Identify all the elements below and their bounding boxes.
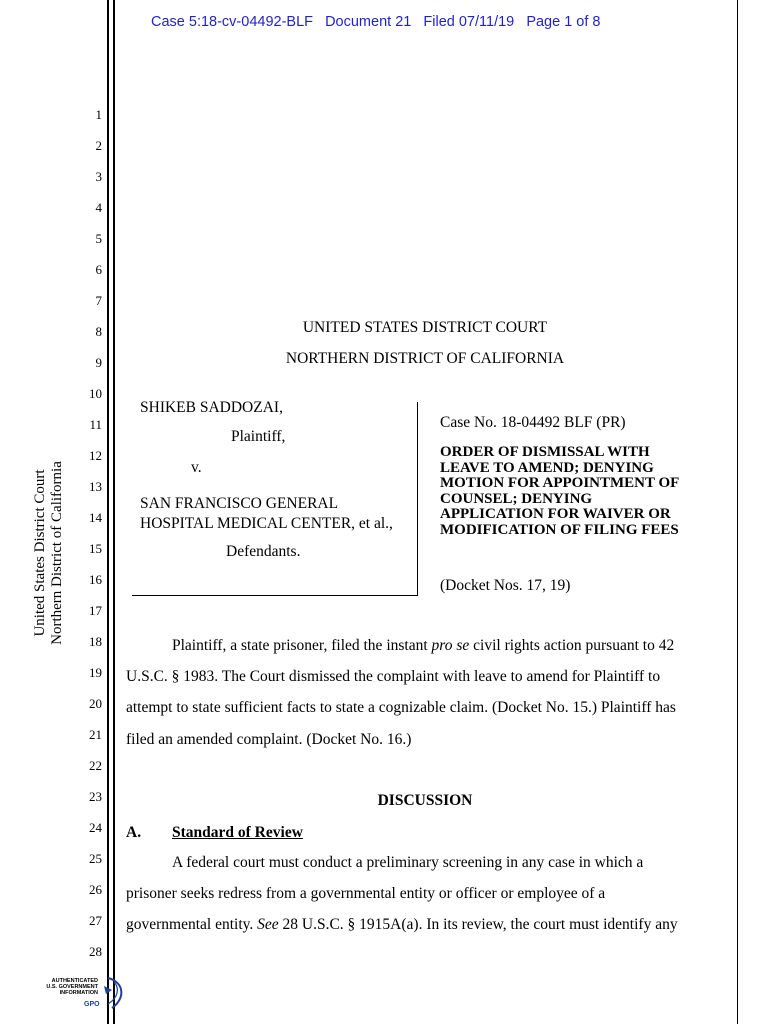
line-number: 7 bbox=[95, 293, 102, 308]
body-line-21: filed an amended complaint. (Docket No. 16.) bbox=[126, 731, 412, 748]
defendant-line-2: HOSPITAL MEDICAL CENTER, et al., bbox=[140, 515, 393, 532]
right-margin-rule bbox=[737, 0, 738, 1024]
line-number: 21 bbox=[89, 727, 102, 742]
section-title: Standard of Review bbox=[172, 824, 303, 841]
line-number: 17 bbox=[89, 603, 102, 618]
order-title-line: MODIFICATION OF FILING FEES bbox=[440, 521, 679, 538]
plaintiff-role: Plaintiff, bbox=[231, 428, 286, 445]
line-number: 11 bbox=[89, 417, 102, 432]
court-side-caption bbox=[32, 461, 66, 645]
line-number: 10 bbox=[89, 386, 102, 401]
line-number: 19 bbox=[89, 665, 102, 680]
line-number: 18 bbox=[89, 634, 102, 649]
court-district: NORTHERN DISTRICT OF CALIFORNIA bbox=[285, 350, 565, 367]
line-number: 26 bbox=[89, 882, 102, 897]
order-title-line: APPLICATION FOR WAIVER OR bbox=[440, 506, 671, 522]
line-number: 3 bbox=[95, 169, 102, 184]
versus: v. bbox=[191, 459, 202, 476]
case-number: Case No. 18-04492 BLF (PR) bbox=[440, 414, 626, 431]
order-title-line: MOTION FOR APPOINTMENT OF bbox=[440, 475, 680, 491]
side-caption-line-2: Northern District of California bbox=[49, 461, 65, 645]
line-number: 28 bbox=[89, 944, 102, 959]
defendant-role: Defendants. bbox=[226, 543, 301, 560]
logo-line: U.S. GOVERNMENT bbox=[46, 984, 98, 990]
order-title-line: ORDER OF DISMISSAL WITH bbox=[440, 444, 650, 460]
court-name: UNITED STATES DISTRICT COURT bbox=[302, 319, 548, 336]
line-number: 8 bbox=[95, 324, 102, 339]
body-line-18 bbox=[172, 637, 674, 655]
caption-divider-vertical bbox=[417, 402, 418, 596]
line-number: 27 bbox=[89, 913, 102, 928]
body-line-19: U.S.C. § 1983. The Court dismissed the complaint with leave to amend for Plaintiff to bbox=[126, 668, 661, 685]
body-line-20: attempt to state sufficient facts to state a cognizable claim. (Docket No. 15.) Plaintiff has bbox=[126, 699, 676, 716]
logo-line: INFORMATION bbox=[59, 990, 98, 996]
gpo-label: GPO bbox=[84, 1001, 100, 1008]
order-title-line: COUNSEL; DENYING bbox=[440, 490, 593, 507]
caption-divider-horizontal bbox=[132, 595, 418, 596]
body-line-26: prisoner seeks redress from a governmental entity or officer or employee of a bbox=[126, 885, 606, 902]
body-line-25: A federal court must conduct a preliminary screening in any case in which a bbox=[172, 854, 644, 871]
body-text-italic: See bbox=[257, 916, 279, 933]
body-text: 28 U.S.C. § 1915A(a). In its review, the court must identify any bbox=[278, 916, 678, 933]
body-line-27 bbox=[126, 916, 678, 934]
line-number: 24 bbox=[89, 820, 102, 835]
discussion-heading: DISCUSSION bbox=[377, 792, 473, 809]
logo-line: AUTHENTICATED bbox=[51, 978, 98, 984]
body-text-italic: pro se bbox=[431, 637, 470, 654]
defendant-line-1: SAN FRANCISCO GENERAL bbox=[140, 495, 339, 512]
order-title bbox=[440, 445, 720, 538]
line-number: 23 bbox=[89, 789, 102, 804]
line-number: 13 bbox=[89, 479, 102, 494]
line-number: 14 bbox=[89, 510, 102, 525]
left-margin-rule-2 bbox=[113, 0, 115, 1024]
line-number: 25 bbox=[89, 851, 102, 866]
line-number: 12 bbox=[89, 448, 102, 463]
line-number: 5 bbox=[95, 231, 102, 246]
case-header-stamp: Case 5:18-cv-04492-BLF Document 21 Filed 07/11/19 Page 1 of 8 bbox=[151, 14, 601, 30]
line-number: 1 bbox=[95, 107, 102, 122]
left-margin-rule-1 bbox=[107, 0, 109, 1024]
section-letter: A. bbox=[126, 824, 142, 841]
body-text: governmental entity. bbox=[126, 916, 258, 933]
line-number: 20 bbox=[89, 696, 102, 711]
docket-numbers: (Docket Nos. 17, 19) bbox=[440, 577, 571, 594]
side-caption-line-1: United States District Court bbox=[32, 469, 48, 637]
order-title-line: LEAVE TO AMEND; DENYING bbox=[440, 459, 654, 476]
line-number: 4 bbox=[95, 200, 102, 215]
body-text: Plaintiff, a state prisoner, filed the instant bbox=[172, 637, 432, 654]
body-text: civil rights action pursuant to 42 bbox=[469, 637, 675, 654]
line-number: 6 bbox=[95, 262, 102, 277]
line-number: 22 bbox=[89, 758, 102, 773]
line-number: 15 bbox=[89, 541, 102, 556]
gpo-eagle-icon bbox=[38, 974, 128, 1014]
line-number: 16 bbox=[89, 572, 102, 587]
line-number: 9 bbox=[95, 355, 102, 370]
line-number: 2 bbox=[95, 138, 102, 153]
plaintiff-name: SHIKEB SADDOZAI, bbox=[140, 399, 283, 416]
